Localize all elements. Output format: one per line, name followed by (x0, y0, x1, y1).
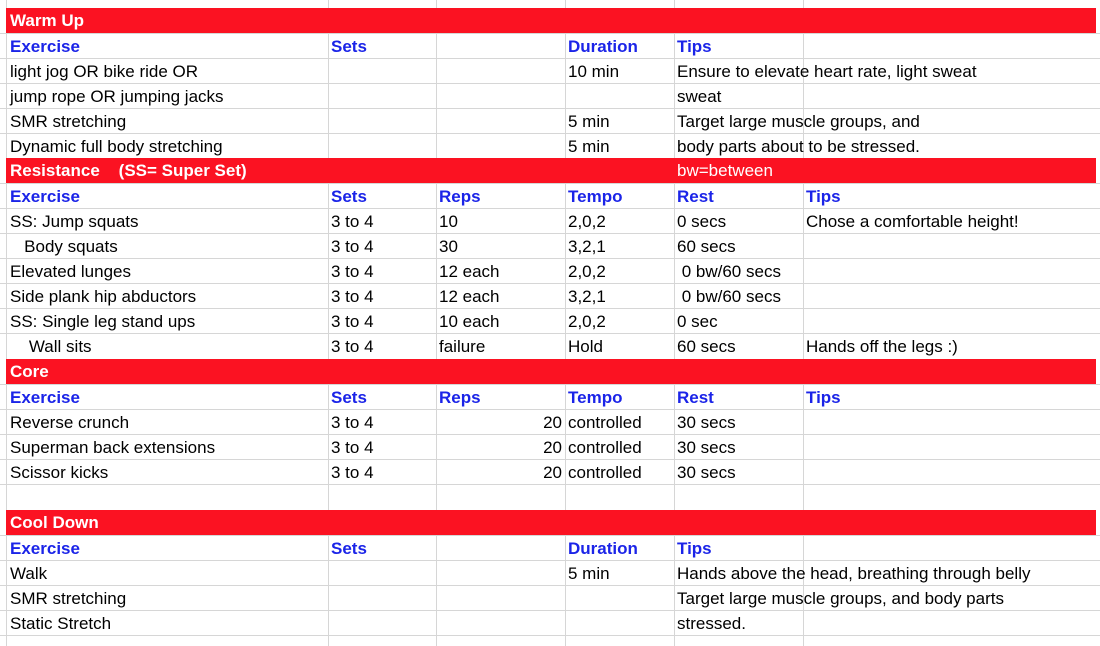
cell-exercise: SMR stretching (10, 112, 127, 131)
cell-exercise: Static Stretch (10, 614, 112, 633)
cell-exercise: SS: Single leg stand ups (10, 312, 196, 331)
header-rest: Rest (677, 187, 714, 206)
cell-exercise: Dynamic full body stretching (10, 137, 223, 156)
cell-tempo: 2,0,2 (568, 312, 606, 331)
table-row[interactable] (0, 459, 1100, 484)
header-tips: Tips (806, 187, 841, 206)
header-row[interactable] (0, 384, 1100, 409)
header-row[interactable] (0, 535, 1100, 560)
header-rest: Rest (677, 388, 714, 407)
cell-sets: 3 to 4 (331, 438, 374, 457)
header-duration: Duration (568, 539, 638, 558)
header-sets: Sets (331, 187, 367, 206)
header-sets: Sets (331, 388, 367, 407)
empty-row[interactable] (0, 484, 1100, 509)
table-row[interactable] (0, 233, 1100, 258)
cell-tips: Hands above the head, breathing through belly (677, 564, 1031, 583)
header-exercise: Exercise (10, 37, 80, 56)
cell-tips (803, 309, 1100, 334)
cell-reps: 10 each (439, 312, 500, 331)
cell-duration: 5 min (568, 137, 610, 156)
cell-exercise: Side plank hip abductors (10, 287, 197, 306)
header-sets: Sets (331, 539, 367, 558)
cell-sets: 3 to 4 (331, 463, 374, 482)
cell-tips: Target large muscle groups, and (677, 112, 920, 131)
header-tips: Tips (677, 37, 712, 56)
cell-rest: 30 secs (677, 438, 736, 457)
cell-reps: 20 (543, 413, 562, 432)
table-row[interactable] (0, 308, 1100, 333)
table-row[interactable] (0, 83, 1100, 108)
cell-reps: 30 (439, 237, 458, 256)
cell-sets: 3 to 4 (331, 413, 374, 432)
table-row[interactable] (0, 258, 1100, 283)
cell-exercise: Wall sits (10, 337, 92, 356)
header-exercise: Exercise (10, 388, 80, 407)
section-band-cooldown[interactable] (0, 510, 1100, 535)
cell-sets: 3 to 4 (331, 337, 374, 356)
header-reps: Reps (439, 187, 481, 206)
cell-rest: 30 secs (677, 413, 736, 432)
header-sets: Sets (331, 37, 367, 56)
header-row[interactable] (0, 183, 1100, 208)
cell-rest: 0 sec (677, 312, 718, 331)
cell-duration: 10 min (568, 62, 620, 81)
cell-tips (803, 259, 1100, 284)
table-row[interactable] (0, 409, 1100, 434)
cell-exercise: SMR stretching (10, 589, 127, 608)
cell-reps: failure (439, 337, 486, 356)
cell-tips: Chose a comfortable height! (806, 212, 1019, 231)
cell-tempo: 3,2,1 (568, 237, 606, 256)
cell-rest: 60 secs (677, 337, 736, 356)
header-exercise: Exercise (10, 187, 80, 206)
section-band-resistance[interactable] (0, 158, 1100, 183)
cell-duration (565, 586, 674, 611)
table-row[interactable] (0, 585, 1100, 610)
header-tempo: Tempo (568, 388, 623, 407)
cell-sets: 3 to 4 (331, 312, 374, 331)
cell-rest: 0 secs (677, 212, 727, 231)
section-note: bw=between (677, 161, 773, 180)
section-title: Core (10, 362, 49, 381)
cell-tips: stressed. (677, 614, 746, 633)
cell-rest: 30 secs (677, 463, 736, 482)
cell-exercise: Superman back extensions (10, 438, 216, 457)
cell-reps: 20 (543, 438, 562, 457)
cell-exercise: Elevated lunges (10, 262, 131, 281)
section-band-core[interactable] (0, 359, 1100, 384)
cell-rest: 0 bw/60 secs (677, 262, 781, 281)
header-duration: Duration (568, 37, 638, 56)
cell-exercise: SS: Jump squats (10, 212, 139, 231)
cell-exercise: Body squats (10, 237, 118, 256)
cell-sets: 3 to 4 (331, 262, 374, 281)
cell-tempo: controlled (568, 413, 642, 432)
cell-duration (565, 611, 674, 636)
section-title: Resistance (SS= Super Set) (10, 161, 247, 180)
table-row[interactable] (0, 560, 1100, 585)
cell-tips: body parts about to be stressed. (677, 137, 920, 156)
section-title: Cool Down (10, 513, 99, 532)
cell-reps: 20 (543, 463, 562, 482)
cell-tips: Ensure to elevate heart rate, light sweat (677, 62, 977, 81)
empty-row (0, 0, 1100, 8)
cell-tempo: controlled (568, 438, 642, 457)
header-tempo: Tempo (568, 187, 623, 206)
cell-exercise: jump rope OR jumping jacks (10, 87, 224, 106)
header-row[interactable] (0, 33, 1100, 58)
header-tips: Tips (806, 388, 841, 407)
cell-tempo: controlled (568, 463, 642, 482)
empty-row[interactable] (0, 635, 1100, 646)
cell-exercise: light jog OR bike ride OR (10, 62, 199, 81)
cell-tips (803, 284, 1100, 309)
cell-rest: 60 secs (677, 237, 736, 256)
section-band-warmup[interactable] (0, 8, 1100, 33)
cell-exercise: Walk (10, 564, 48, 583)
table-row[interactable] (0, 58, 1100, 83)
cell-reps: 12 each (439, 287, 500, 306)
cell-tips: Hands off the legs :) (806, 337, 958, 356)
cell-tips: sweat (677, 87, 722, 106)
cell-reps: 10 (439, 212, 458, 231)
cell-sets: 3 to 4 (331, 237, 374, 256)
cell-exercise: Scissor kicks (10, 463, 109, 482)
cell-tempo: 2,0,2 (568, 262, 606, 281)
header-tips: Tips (677, 539, 712, 558)
cell-duration: 5 min (568, 564, 610, 583)
table-row[interactable] (0, 283, 1100, 308)
cell-tempo: 3,2,1 (568, 287, 606, 306)
cell-reps: 12 each (439, 262, 500, 281)
cell-tips: Target large muscle groups, and body parts (677, 589, 1004, 608)
table-row[interactable] (0, 610, 1100, 635)
header-reps: Reps (439, 388, 481, 407)
table-row[interactable] (0, 434, 1100, 459)
cell-sets: 3 to 4 (331, 212, 374, 231)
cell-tempo: Hold (568, 337, 603, 356)
cell-rest: 0 bw/60 secs (677, 287, 781, 306)
cell-sets: 3 to 4 (331, 287, 374, 306)
table-row[interactable] (0, 333, 1100, 358)
cell-duration (565, 84, 674, 109)
table-row[interactable] (0, 208, 1100, 233)
table-row[interactable] (0, 108, 1100, 133)
table-row[interactable] (0, 133, 1100, 158)
section-title: Warm Up (10, 11, 84, 30)
cell-exercise: Reverse crunch (10, 413, 130, 432)
header-exercise: Exercise (10, 539, 80, 558)
cell-tempo: 2,0,2 (568, 212, 606, 231)
cell-duration: 5 min (568, 112, 610, 131)
cell-tips (803, 234, 1100, 259)
